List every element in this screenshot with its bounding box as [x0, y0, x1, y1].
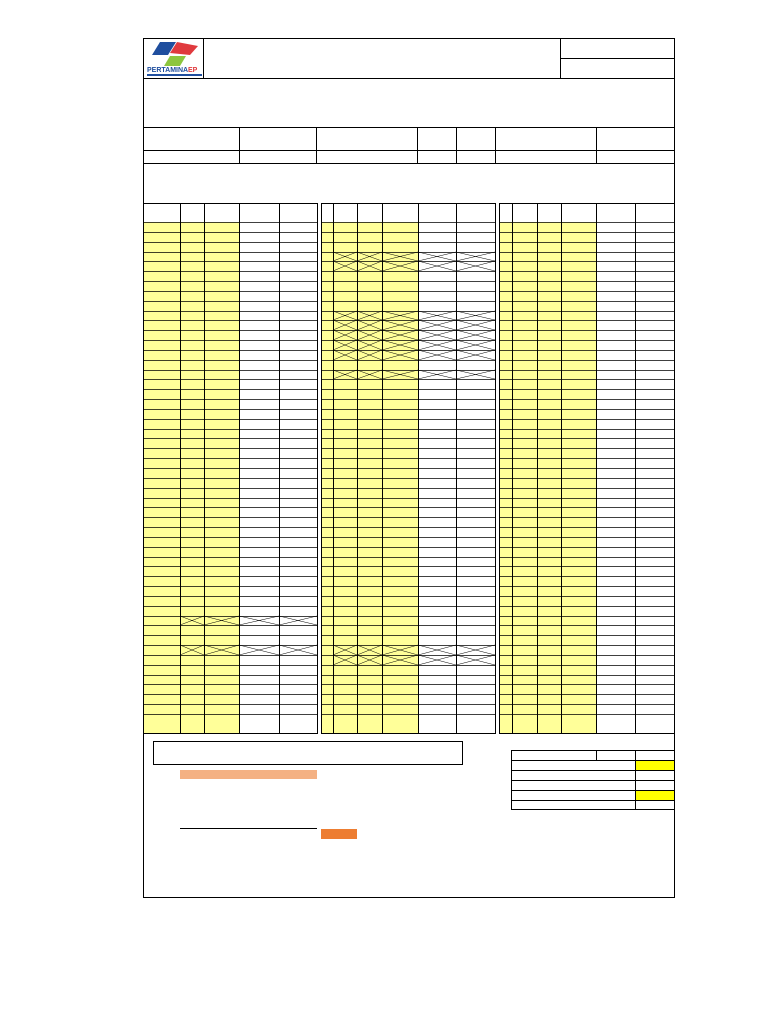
- logo-company-name: PERTAMINA: [147, 67, 189, 74]
- logo-green-shape: [164, 56, 186, 66]
- summary-box: [511, 750, 675, 810]
- company-logo: [147, 42, 202, 76]
- data-grid: [143, 203, 675, 734]
- summary-cell-yellow-2: [635, 790, 674, 800]
- header-block: [143, 38, 675, 79]
- remarks-box: [154, 742, 463, 765]
- orange-marker-box: [321, 829, 357, 839]
- info-row: [143, 127, 675, 164]
- salmon-highlight-bar: [180, 770, 317, 779]
- summary-cell-yellow-1: [635, 760, 674, 770]
- logo-tagline-bar: [147, 74, 202, 76]
- grid-middle-highlight: [321, 222, 418, 733]
- logo-company-suffix: EP: [188, 67, 198, 74]
- grid-left-highlight: [143, 222, 239, 733]
- grid-right-highlight: [499, 222, 596, 733]
